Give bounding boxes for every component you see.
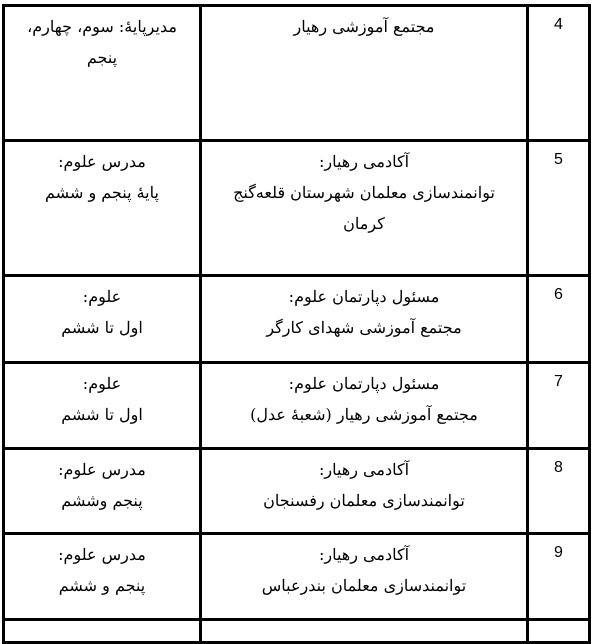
role-cell: [4, 276, 201, 363]
role-line: مدرس علوم:: [58, 545, 146, 564]
role-line: علوم:: [82, 287, 122, 306]
row-number: 9: [528, 534, 590, 620]
role-cell: [4, 6, 201, 141]
table-row: [4, 141, 590, 276]
place-line: توانمندسازی معلمان شهرستان قلعه‌گنج: [233, 183, 495, 202]
place-cell: [201, 276, 528, 363]
place-line: توانمندسازی معلمان بندرعباس: [261, 576, 467, 595]
role-cell: [4, 141, 201, 276]
role-cell: [4, 534, 201, 620]
row-number: 6: [528, 276, 590, 363]
role-cell: [4, 449, 201, 534]
row-number: 7: [528, 363, 590, 449]
role-line: پنجم و ششم: [58, 576, 146, 595]
place-line: آکادمی رهیار:: [318, 545, 410, 564]
role-line: پایهٔ پنجم و ششم: [45, 183, 159, 202]
table-row-partial: [4, 620, 590, 643]
place-line: آکادمی رهیار:: [318, 460, 410, 479]
place-line: مجتمع آموزشی رهیار (شعبهٔ عدل): [250, 405, 478, 424]
row-number: [528, 620, 590, 643]
role-line: پنجم وششم: [61, 491, 143, 510]
role-line: پنجم: [86, 48, 118, 67]
place-cell: [201, 363, 528, 449]
place-line: مجتمع آموزشی رهیار: [293, 17, 435, 36]
table-row: [4, 363, 590, 449]
row-number: 4: [528, 6, 590, 141]
place-line: توانمندسازی معلمان رفسنجان: [263, 491, 465, 510]
row-number: 5: [528, 141, 590, 276]
role-line: اول تا ششم: [61, 318, 143, 337]
table-row: [4, 6, 590, 141]
place-line: مسئول دپارتمان علوم:: [288, 287, 440, 306]
role-line: اول تا ششم: [61, 405, 143, 424]
place-line: آکادمی رهیار:: [318, 152, 410, 171]
row-number: 8: [528, 449, 590, 534]
role-line: مدیرپایهٔ: سوم، چهارم،: [27, 17, 177, 36]
role-cell: [4, 363, 201, 449]
place-cell: [201, 534, 528, 620]
table-row: [4, 449, 590, 534]
place-line: کرمان: [343, 214, 385, 233]
role-line: مدرس علوم:: [58, 152, 146, 171]
table-row: [4, 276, 590, 363]
place-line: مجتمع آموزشی شهدای کارگر: [266, 318, 462, 337]
place-cell: [201, 449, 528, 534]
place-line: مسئول دپارتمان علوم:: [288, 374, 440, 393]
place-cell: [201, 6, 528, 141]
place-cell: [201, 141, 528, 276]
role-line: علوم:: [82, 374, 122, 393]
table-row: [4, 534, 590, 620]
role-line: مدرس علوم:: [58, 460, 146, 479]
role-cell: [4, 620, 201, 643]
experience-table: [2, 4, 591, 644]
place-cell: [201, 620, 528, 643]
